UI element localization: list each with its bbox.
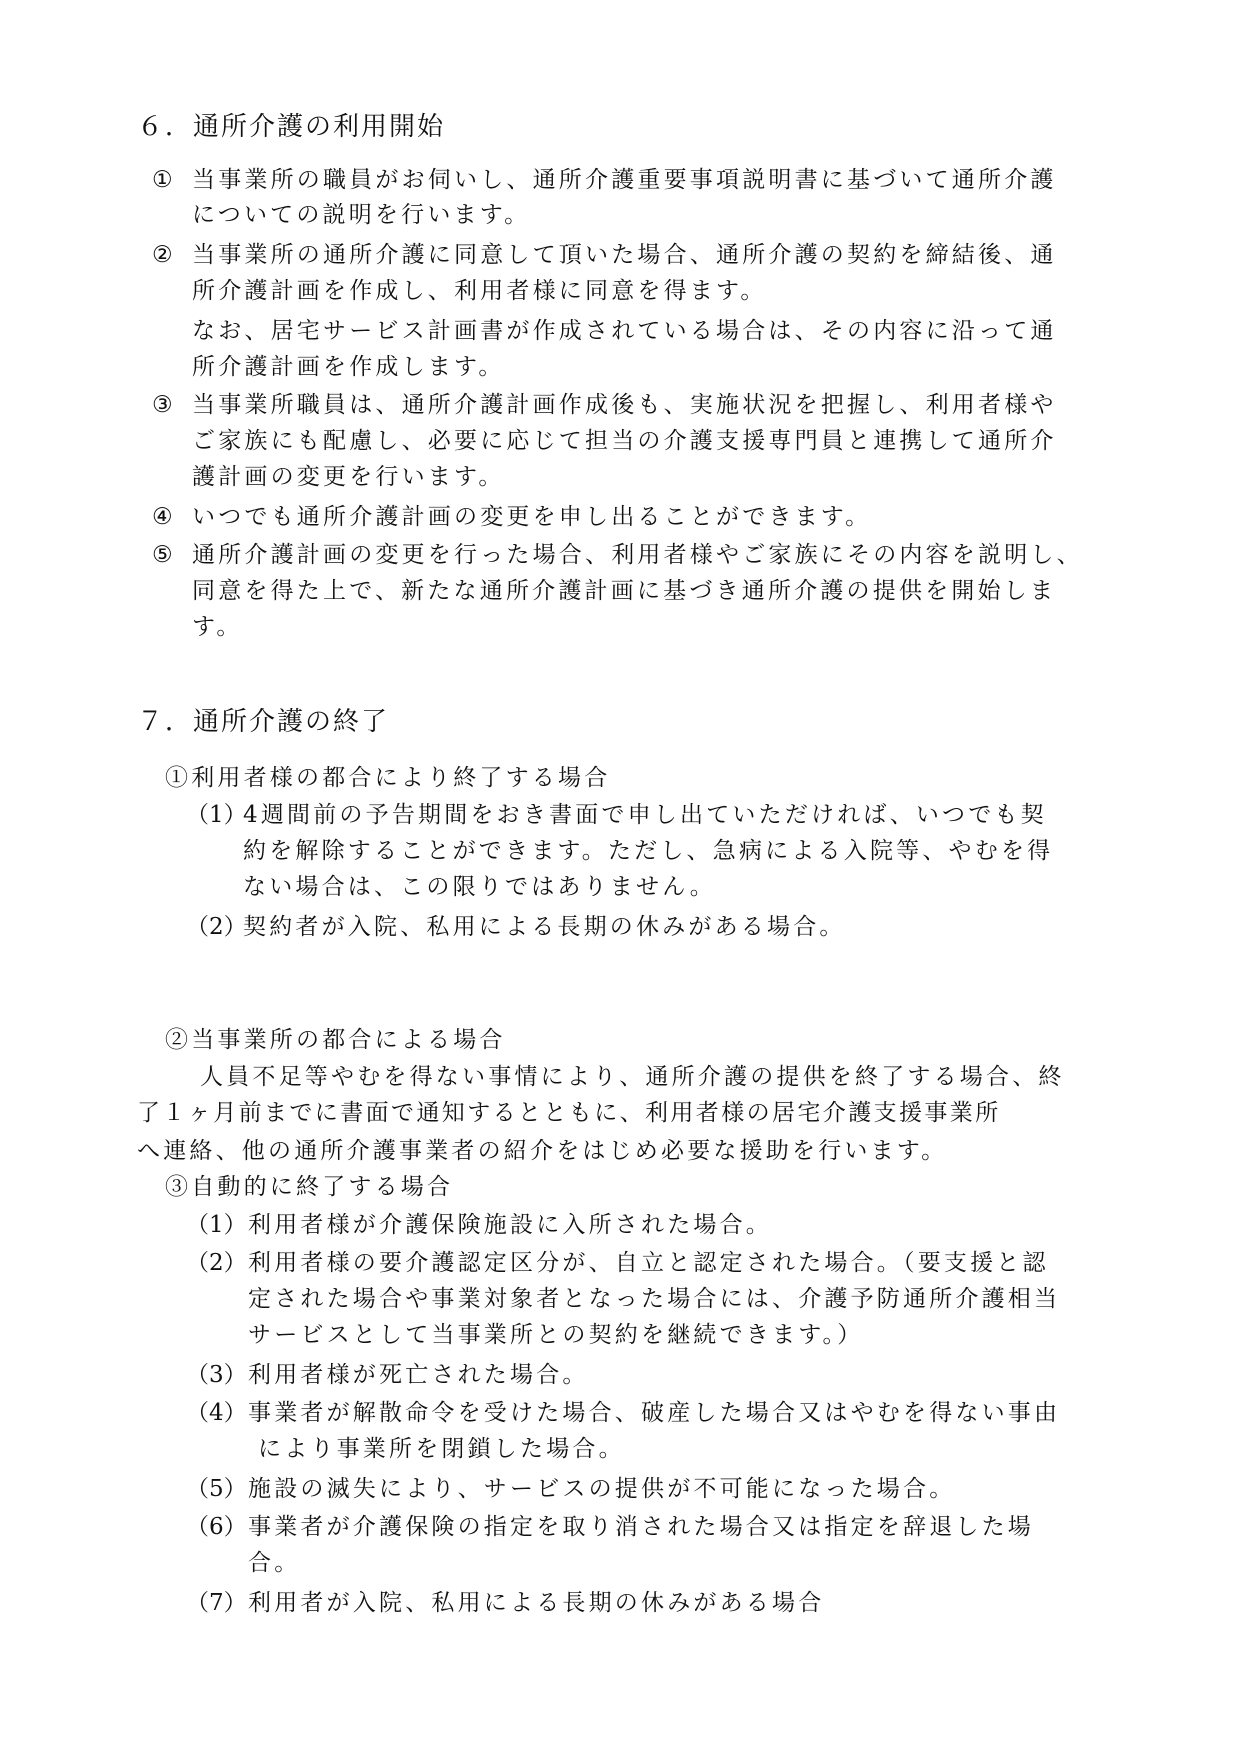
subsection-title: ①利用者様の都合により終了する場合 <box>165 765 611 791</box>
item-marker: （7） <box>186 1590 247 1616</box>
item-text: 事業者が解散命令を受けた場合、破産した場合又はやむを得ない事由 <box>248 1400 1061 1426</box>
section-6-heading: ６．通所介護の利用開始 <box>137 112 446 142</box>
item-text: 約を解除することができます。ただし、急病による入院等、やむを得 <box>243 838 1054 864</box>
item-text: 当事業所職員は、通所介護計画作成後も、実施状況を把握し、利用者様や <box>192 392 1057 418</box>
item-text: 施設の滅失により、サービスの提供が不可能になった場合。 <box>248 1476 956 1502</box>
item-text: 利用者が入院、私用による長期の休みがある場合 <box>248 1590 825 1616</box>
item-text: 定された場合や事業対象者となった場合には、介護予防通所介護相当 <box>248 1286 1061 1312</box>
item-text: サービスとして当事業所との契約を継続できます。） <box>248 1322 864 1348</box>
item-text: いつでも通所介護計画の変更を申し出ることができます。 <box>192 504 872 530</box>
paragraph-line: へ連絡、他の通所介護事業者の紹介をはじめ必要な援助を行います。 <box>137 1138 948 1164</box>
item-text: 当事業所の職員がお伺いし、通所介護重要事項説明書に基づいて通所介護 <box>192 167 1057 193</box>
item-text: なお、居宅サービス計画書が作成されている場合は、その内容に沿って通 <box>192 318 1057 344</box>
item-text: 同意を得た上で、新たな通所介護計画に基づき通所介護の提供を開始しま <box>192 578 1057 604</box>
item-text: す。 <box>192 614 243 640</box>
item-marker: （5） <box>186 1476 247 1502</box>
item-text: 事業者が介護保険の指定を取り消された場合又は指定を辞退した場 <box>248 1514 1034 1540</box>
item-marker: （1） <box>186 1212 247 1238</box>
item-marker: （2） <box>186 1250 247 1276</box>
item-text: についての説明を行います。 <box>192 202 531 228</box>
item-text: 合。 <box>248 1550 301 1576</box>
item-text: 4週間前の予告期間をおき書面で申し出ていただければ、いつでも契 <box>243 802 1047 828</box>
item-marker: ④ <box>152 504 173 530</box>
subsection-title: ②当事業所の都合による場合 <box>165 1027 506 1053</box>
item-text: 利用者様の要介護認定区分が、自立と認定された場合。（要支援と認 <box>248 1250 1049 1276</box>
item-marker: ② <box>152 242 173 268</box>
item-marker: ⑤ <box>152 542 173 568</box>
paragraph-line: 人員不足等やむを得ない事情により、通所介護の提供を終了する場合、終 <box>200 1064 1065 1090</box>
section-7-heading: ７．通所介護の終了 <box>137 707 390 737</box>
item-text: 所介護計画を作成し、利用者様に同意を得ます。 <box>192 278 767 304</box>
item-marker: （6） <box>186 1514 247 1540</box>
item-marker: ③ <box>152 392 173 418</box>
item-marker: （3） <box>186 1362 247 1388</box>
item-text: 通所介護計画の変更を行った場合、利用者様やご家族にその内容を説明し、 <box>192 542 1083 568</box>
paragraph-line: 了１ヶ月前までに書面で通知するとともに、利用者様の居宅介護支援事業所 <box>137 1100 1001 1126</box>
item-text: により事業所を閉鎖した場合。 <box>258 1436 625 1462</box>
item-text: 利用者様が介護保険施設に入所された場合。 <box>248 1212 772 1238</box>
item-text: ない場合は、この限りではありません。 <box>243 874 716 900</box>
item-text: 護計画の変更を行います。 <box>192 464 505 490</box>
item-marker: （1） <box>186 802 247 828</box>
item-text: 利用者様が死亡された場合。 <box>248 1362 589 1388</box>
subsection-title: ③自動的に終了する場合 <box>165 1174 454 1200</box>
item-text: 当事業所の通所介護に同意して頂いた場合、通所介護の契約を締結後、通 <box>192 242 1057 268</box>
item-marker: ① <box>152 167 173 193</box>
item-marker: （4） <box>186 1400 247 1426</box>
item-text: ご家族にも配慮し、必要に応じて担当の介護支援専門員と連携して通所介 <box>192 428 1057 454</box>
item-marker: （2） <box>186 914 247 940</box>
item-text: 所介護計画を作成します。 <box>192 354 505 380</box>
item-text: 契約者が入院、私用による長期の休みがある場合。 <box>243 914 846 940</box>
